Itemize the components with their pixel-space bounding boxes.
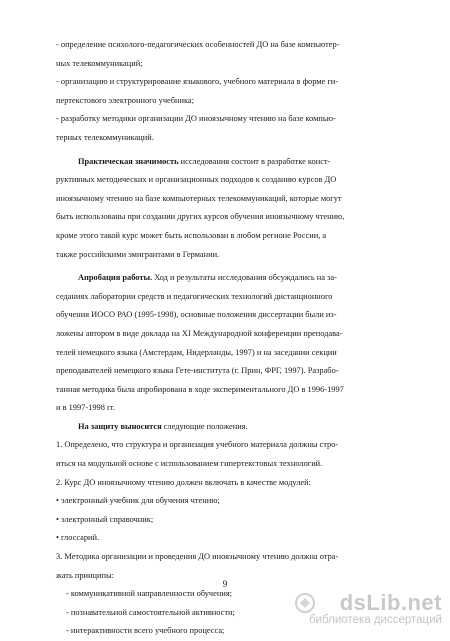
text-line: быть использованы при создании других курсов обучения иноязычному чтению,	[56, 212, 345, 222]
defense-line	[56, 418, 412, 437]
text-line: 1. Определено, что структура и организация учебного материала должны стро-	[56, 440, 339, 450]
text-line: 2. Курс ДО иноязычному чтению должен включать в качестве модулей:	[56, 477, 311, 487]
approbation-first-line	[56, 269, 412, 288]
defense-heading: На защиту выносится	[78, 421, 162, 431]
text-line: - организацию и структурирование языкового, учебного материала в форме ги-	[56, 77, 339, 87]
text-line: пертекстового электронного учебника;	[56, 95, 194, 105]
text-line: терных телекоммуникаций.	[56, 132, 154, 142]
text-line: ложены автором в виде доклада на XI Международной конференции преподава-	[56, 328, 343, 338]
document-page	[56, 36, 412, 641]
text-line: иться на модульной основе с использованием гипертекстовых технологий.	[56, 459, 323, 469]
watermark-logo-text: dsLib.net	[339, 590, 442, 615]
text-span: следующие положения.	[161, 421, 248, 431]
dslib-logo-icon	[294, 592, 316, 614]
text-line: обучения ИОСО РАО (1995-1998), основные положения диссертации были из-	[56, 310, 337, 320]
text-line: 3. Методика организации и проведения ДО иноязычному чтению должна отра-	[56, 552, 339, 562]
bullet-item: • глоссарий.	[56, 533, 100, 543]
dslib-watermark	[292, 590, 442, 630]
bullet-item: • электронный учебник для обучения чтению;	[56, 496, 220, 506]
list-item: - познавательной самостоятельной активности;	[66, 607, 235, 617]
approbation-heading: Апробация работы.	[78, 273, 153, 283]
text-line: - разработку методики организации ДО иноязычному чтению на базе компью-	[56, 114, 336, 124]
text-line: и в 1997-1998 гг.	[56, 403, 116, 413]
text-line: танная методика была апробирована в ходе экспериментального ДО в 1996-1997	[56, 384, 344, 394]
list-item: - интерактивности всего учебного процесса;	[66, 626, 225, 636]
text-span: Ход и результаты исследования обсуждались на за-	[152, 273, 337, 283]
text-line: также российскими эмигрантами в Германии.	[56, 249, 220, 259]
text-line: жать принципы:	[56, 570, 114, 580]
text-line: телей немецкого языка (Амстердам, Нидерланды, 1997) и на заседании секции	[56, 347, 337, 357]
text-line: кроме этого такой курс может быть использован в любом регионе России, а	[56, 230, 327, 240]
text-line: - определение психолого-педагогических особенностей ДО на базе компьютер-	[56, 40, 340, 49]
text-span: исследования состоит в разработке конст-	[178, 156, 331, 166]
page-number: 9	[222, 579, 228, 589]
text-line: седаниях лаборатории средств и педагогических технологий дистанционного	[56, 291, 333, 301]
watermark-subtitle: библиотека диссертаций	[309, 614, 442, 626]
bullet-item: • электронный справочник;	[56, 514, 154, 524]
practical-significance-heading: Практическая значимость	[78, 156, 179, 166]
text-line: иноязычному чтению на базе компьютерных телекоммуникаций, которые могут	[56, 193, 342, 203]
text-line: ных телекоммуникаций;	[56, 58, 143, 68]
text-line: руктивных методических и организационных подходов к созданию курсов ДО	[56, 175, 337, 185]
list-item: - коммуникативной направленности обучения;	[66, 589, 233, 599]
practical-significance-first-line	[56, 153, 412, 172]
text-line: преподавателей немецкого языка Гете-института (г. Прин, ФРГ, 1997). Разрабо-	[56, 366, 339, 376]
